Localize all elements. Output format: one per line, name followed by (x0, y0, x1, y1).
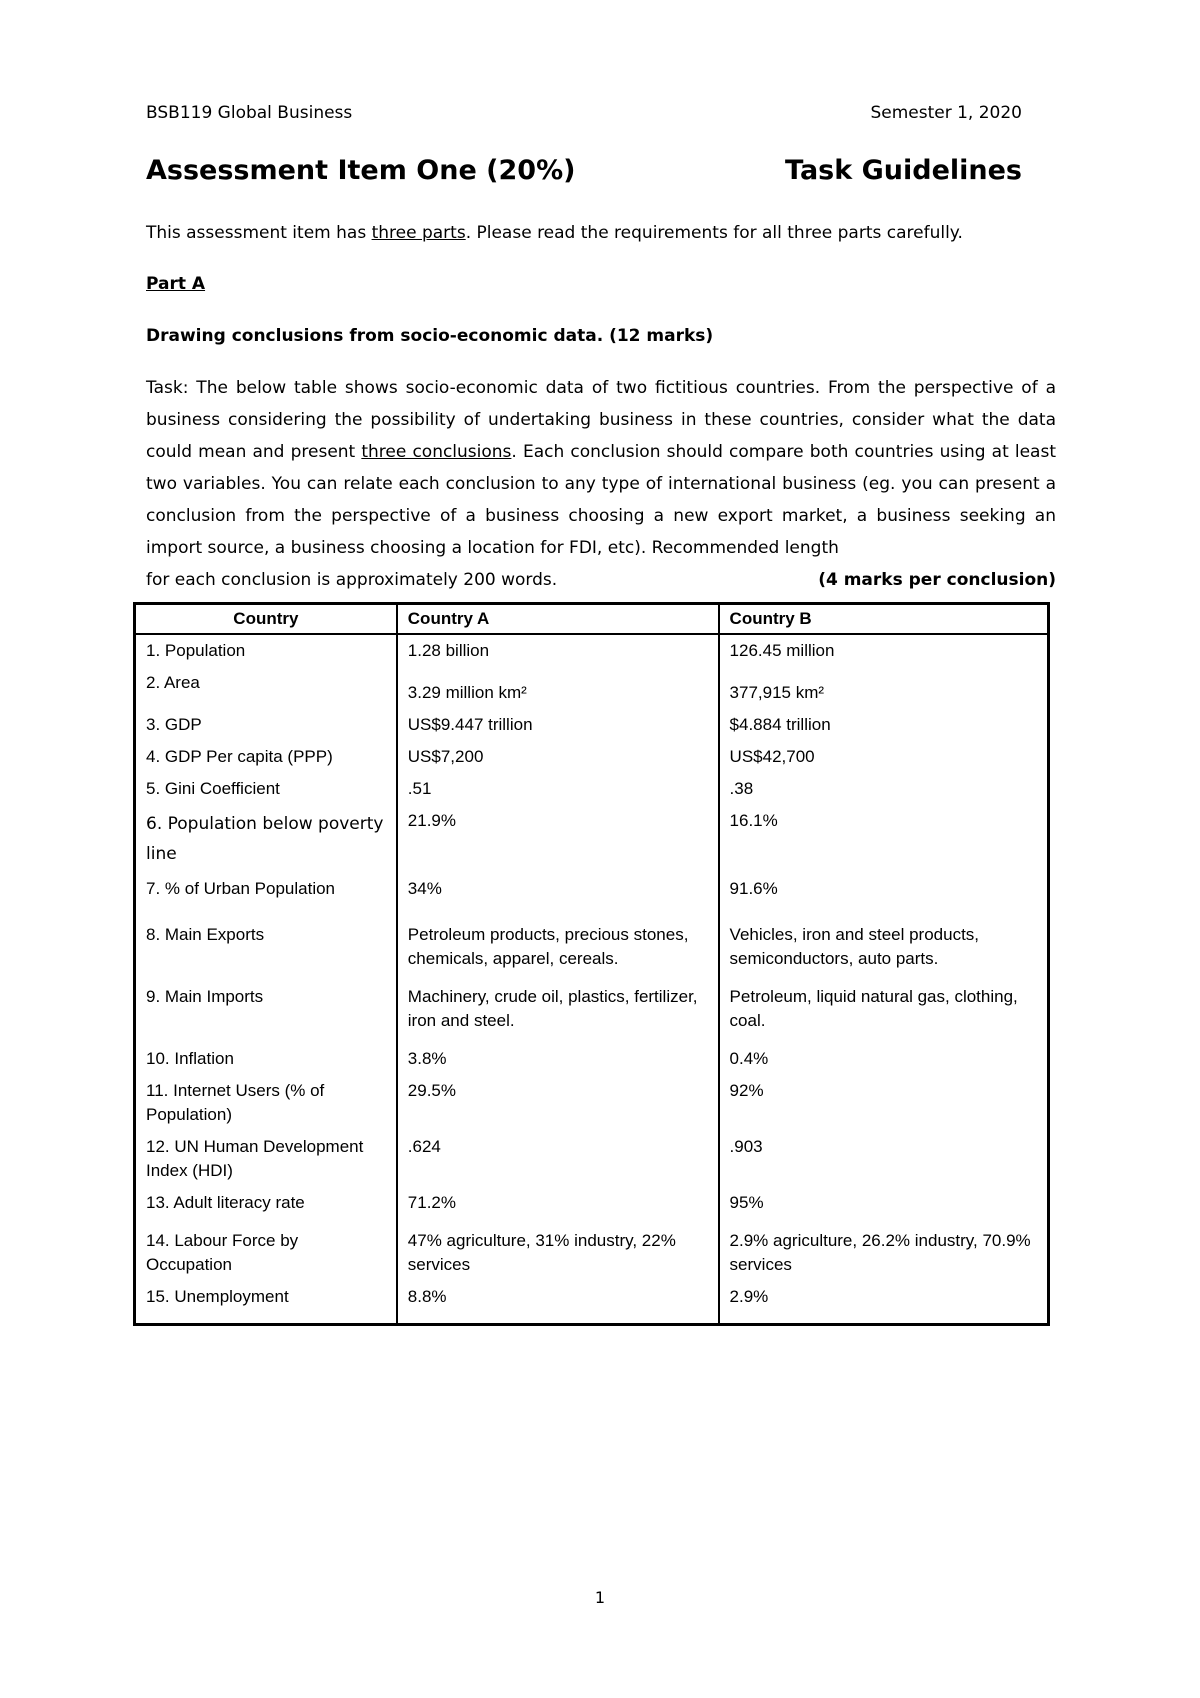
column-header-country-b: Country B (719, 604, 1049, 635)
country-b-value: .903 (719, 1131, 1049, 1187)
country-b-value: 377,915 km² (719, 667, 1049, 709)
row-label: 5. Gini Coefficient (135, 773, 397, 805)
table-row (135, 1037, 1049, 1075)
table-row (135, 1219, 1049, 1281)
country-b-value: 16.1% (719, 805, 1049, 873)
page-subtitle: Task Guidelines (785, 155, 1022, 186)
socio-economic-table (133, 602, 1050, 1326)
country-a-value: US$9.447 trillion (397, 709, 719, 741)
table-header-row (135, 604, 1049, 635)
table-row (135, 905, 1049, 975)
row-label: 14. Labour Force by Occupation (135, 1219, 397, 1281)
country-a-value: Machinery, crude oil, plastics, fertilizer, iron and steel. (397, 975, 719, 1037)
country-a-value: 29.5% (397, 1075, 719, 1131)
country-b-value: .38 (719, 773, 1049, 805)
row-label: 3. GDP (135, 709, 397, 741)
row-label: 13. Adult literacy rate (135, 1187, 397, 1219)
country-b-value: Vehicles, iron and steel products, semiconductors, auto parts. (719, 905, 1049, 975)
intro-paragraph (146, 217, 1056, 249)
table-row (135, 709, 1049, 741)
intro-text-pre: This assessment item has (146, 223, 372, 243)
country-a-value: 21.9% (397, 805, 719, 873)
table-row (135, 805, 1049, 873)
table-row (135, 1131, 1049, 1187)
semester-header: Semester 1, 2020 (870, 103, 1022, 123)
country-b-value: $4.884 trillion (719, 709, 1049, 741)
column-header-country: Country (135, 604, 397, 635)
page-title: Assessment Item One (20%) (146, 155, 576, 186)
column-header-country-a: Country A (397, 604, 719, 635)
country-a-value: 71.2% (397, 1187, 719, 1219)
task-label: Task: (146, 378, 189, 398)
country-a-value: 47% agriculture, 31% industry, 22% services (397, 1219, 719, 1281)
table-row (135, 975, 1049, 1037)
row-label: 2. Area (135, 667, 397, 709)
table-row (135, 1187, 1049, 1219)
row-label: 6. Population below poverty line (135, 805, 397, 873)
country-a-value: Petroleum products, precious stones, chemicals, apparel, cereals. (397, 905, 719, 975)
row-label: 10. Inflation (135, 1037, 397, 1075)
row-label: 12. UN Human Development Index (HDI) (135, 1131, 397, 1187)
country-b-value: US$42,700 (719, 741, 1049, 773)
task-paragraph (146, 372, 1056, 596)
intro-underlined: three parts (371, 223, 466, 243)
page-number: 1 (594, 1588, 606, 1607)
row-label: 11. Internet Users (% of Population) (135, 1075, 397, 1131)
row-label: 4. GDP Per capita (PPP) (135, 741, 397, 773)
row-label: 15. Unemployment (135, 1281, 397, 1325)
task-underlined: three conclusions (361, 442, 512, 462)
table-row (135, 1281, 1049, 1325)
table-row (135, 667, 1049, 709)
intro-text-post: . Please read the requirements for all three parts carefully. (465, 223, 963, 243)
country-b-value: 92% (719, 1075, 1049, 1131)
table-row (135, 634, 1049, 667)
task-last-line (146, 564, 1056, 596)
country-b-value: 2.9% (719, 1281, 1049, 1325)
country-b-value: 0.4% (719, 1037, 1049, 1075)
table-row (135, 773, 1049, 805)
marks-note: (4 marks per conclusion) (818, 570, 1056, 590)
country-a-value: 3.8% (397, 1037, 719, 1075)
country-a-value: .51 (397, 773, 719, 805)
country-b-value: 126.45 million (719, 634, 1049, 667)
part-a-heading: Part A (146, 274, 206, 294)
country-a-value: 34% (397, 873, 719, 905)
country-a-value: US$7,200 (397, 741, 719, 773)
table-row (135, 873, 1049, 905)
task-last-line-text: for each conclusion is approximately 200 words. (146, 570, 558, 590)
row-label: 1. Population (135, 634, 397, 667)
row-label: 7. % of Urban Population (135, 873, 397, 905)
task-text-1: The below table shows socio-economic data of two fictitious countries. From the perspective of a business considering the possibility of undertaking business in these countries, consider what the data could mean and present (146, 378, 1056, 462)
country-b-value: 2.9% agriculture, 26.2% industry, 70.9% services (719, 1219, 1049, 1281)
country-b-value: Petroleum, liquid natural gas, clothing, coal. (719, 975, 1049, 1037)
table-row (135, 741, 1049, 773)
country-b-value: 91.6% (719, 873, 1049, 905)
course-header: BSB119 Global Business (146, 103, 353, 123)
table-row (135, 1075, 1049, 1131)
country-b-value: 95% (719, 1187, 1049, 1219)
row-label: 8. Main Exports (135, 905, 397, 975)
row-label: 9. Main Imports (135, 975, 397, 1037)
task-text-2: . Each conclusion should compare both countries using at least two variables. You can relate each conclusion to any type of international business (eg. you can present a conclusion from the perspective of a business choosing a new export market, a business seeking an import source, a business choosing a location for FDI, etc). Recommended length (146, 442, 1056, 558)
country-a-value: 1.28 billion (397, 634, 719, 667)
country-a-value: 3.29 million km² (397, 667, 719, 709)
part-a-subheading: Drawing conclusions from socio-economic data. (12 marks) (146, 326, 714, 346)
country-a-value: .624 (397, 1131, 719, 1187)
country-a-value: 8.8% (397, 1281, 719, 1325)
